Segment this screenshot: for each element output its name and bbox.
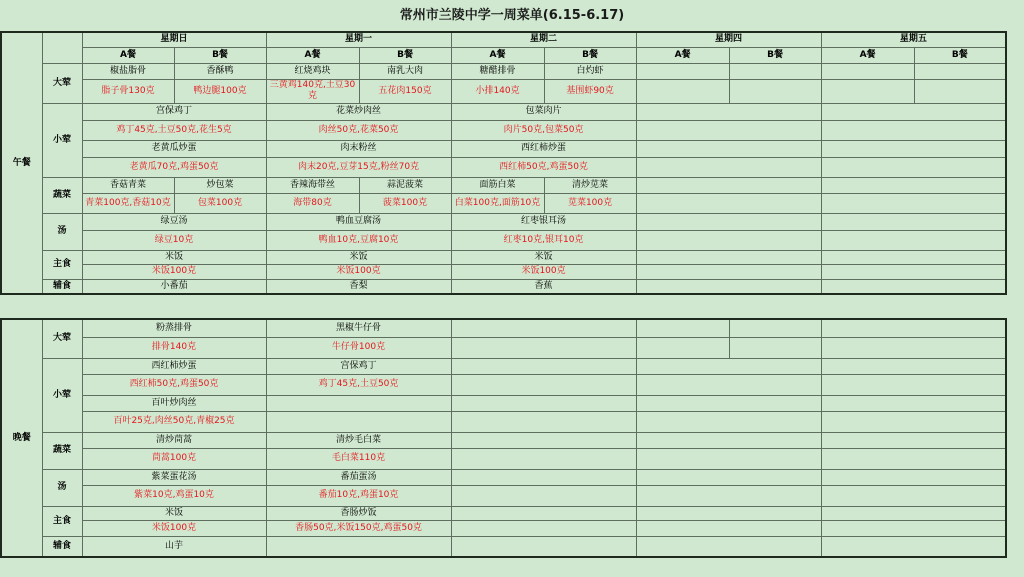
empty-cell — [821, 448, 1006, 469]
empty-cell — [266, 536, 451, 557]
empty-cell — [729, 63, 821, 79]
dish-weight: 鸡丁45克,土豆50克 — [266, 374, 451, 395]
empty-cell — [821, 485, 1006, 506]
empty-cell — [636, 411, 821, 432]
dish-weight: 肉片50克,包菜50克 — [451, 120, 636, 140]
empty-cell — [636, 469, 821, 485]
category-veg: 蔬菜 — [42, 177, 82, 213]
dish-name: 老黄瓜炒蛋 — [82, 140, 266, 157]
dish-weight: 紫菜10克,鸡蛋10克 — [82, 485, 266, 506]
empty-cell — [821, 469, 1006, 485]
dish-name: 面筋白菜 — [451, 177, 544, 193]
dish-weight: 毛白菜110克 — [266, 448, 451, 469]
dish-name: 香菇青菜 — [82, 177, 174, 193]
empty-cell — [821, 432, 1006, 448]
category-soup: 汤 — [42, 469, 82, 506]
category-staple: 主食 — [42, 506, 82, 536]
dish-weight: 百叶25克,肉丝50克,青椒25克 — [82, 411, 266, 432]
empty-cell — [451, 374, 636, 395]
dish-weight: 米饭100克 — [266, 264, 451, 279]
b-meal-header: B餐 — [729, 47, 821, 63]
dinner-main-row — [1, 319, 1006, 337]
empty-cell — [821, 358, 1006, 374]
dish-weight: 鸭血10克,豆腐10克 — [266, 230, 451, 250]
a-meal-header: A餐 — [821, 47, 914, 63]
empty-cell — [451, 395, 636, 411]
empty-cell — [821, 536, 1006, 557]
day-header-tue: 星期二 — [451, 32, 636, 47]
b-meal-header: B餐 — [544, 47, 636, 63]
empty-cell — [636, 506, 821, 520]
empty-cell — [821, 337, 1006, 358]
dish-weight: 三黄鸡140克,土豆30克 — [266, 79, 359, 103]
dish-weight: 米饭100克 — [82, 520, 266, 536]
dish-weight: 老黄瓜70克,鸡蛋50克 — [82, 157, 266, 177]
category-soup: 汤 — [42, 213, 82, 250]
lunch-side-row — [1, 279, 1006, 294]
day-header-sun: 星期日 — [82, 32, 266, 47]
empty-cell — [636, 536, 821, 557]
dish-name: 炒包菜 — [174, 177, 266, 193]
empty-cell — [636, 319, 729, 337]
empty-cell — [636, 157, 821, 177]
empty-cell — [451, 337, 636, 358]
lunch-veg-weight-row — [1, 193, 1006, 213]
empty-cell — [821, 279, 1006, 294]
dish-name: 番茄蛋汤 — [266, 469, 451, 485]
dish-name: 白灼虾 — [544, 63, 636, 79]
empty-cell — [636, 448, 821, 469]
category-side: 辅食 — [42, 536, 82, 557]
dish-name: 小番茄 — [82, 279, 266, 294]
dish-name: 香酥鸭 — [174, 63, 266, 79]
empty-cell — [821, 213, 1006, 230]
category-main: 大荤 — [42, 319, 82, 358]
dish-weight: 白菜100克,面筋10克 — [451, 193, 544, 213]
empty-cell — [821, 250, 1006, 264]
day-header-mon: 星期一 — [266, 32, 451, 47]
empty-cell — [821, 319, 1006, 337]
empty-cell — [636, 250, 821, 264]
empty-cell — [821, 177, 1006, 193]
dish-weight: 西红柿50克,鸡蛋50克 — [82, 374, 266, 395]
lunch-main-row — [1, 63, 1006, 79]
dish-weight: 牛仔骨100克 — [266, 337, 451, 358]
empty-cell — [451, 506, 636, 520]
dish-name: 椒盐脂骨 — [82, 63, 174, 79]
dish-name: 清炒茼蒿 — [82, 432, 266, 448]
dinner-small-row — [1, 358, 1006, 374]
empty-cell — [821, 374, 1006, 395]
dish-weight: 番茄10克,鸡蛋10克 — [266, 485, 451, 506]
sheet-title: 常州市兰陵中学一周菜单(6.15-6.17) — [399, 8, 625, 23]
lunch-main-weight-row — [1, 79, 1006, 103]
dish-weight: 红枣10克,银耳10克 — [451, 230, 636, 250]
lunch-soup-row — [1, 213, 1006, 230]
lunch-staple-weight-row — [1, 264, 1006, 279]
empty-cell — [821, 230, 1006, 250]
dinner-small-row — [1, 395, 1006, 411]
empty-cell — [821, 395, 1006, 411]
empty-cell — [821, 103, 1006, 120]
dish-weight: 海带80克 — [266, 193, 359, 213]
day-header-thu: 星期四 — [636, 32, 821, 47]
corner-cell — [42, 32, 82, 63]
dish-name: 宫保鸡丁 — [266, 358, 451, 374]
dish-name: 米饭 — [82, 506, 266, 520]
dish-weight: 苋菜100克 — [544, 193, 636, 213]
a-meal-header: A餐 — [451, 47, 544, 63]
dish-weight: 肉末20克,豆芽15克,粉丝70克 — [266, 157, 451, 177]
dinner-staple-weight-row — [1, 520, 1006, 536]
dish-weight: 绿豆10克 — [82, 230, 266, 250]
empty-cell — [451, 432, 636, 448]
lunch-soup-weight-row — [1, 230, 1006, 250]
empty-cell — [636, 337, 729, 358]
dish-name: 米饭 — [266, 250, 451, 264]
empty-cell — [636, 520, 821, 536]
empty-cell — [821, 193, 1006, 213]
empty-cell — [451, 358, 636, 374]
dish-weight: 菠菜100克 — [359, 193, 451, 213]
lunch-label: 午餐 — [1, 32, 42, 294]
empty-cell — [821, 264, 1006, 279]
dish-name: 黑椒牛仔骨 — [266, 319, 451, 337]
dish-weight: 脂子骨130克 — [82, 79, 174, 103]
dinner-table — [0, 318, 1007, 558]
empty-cell — [821, 63, 914, 79]
empty-cell — [821, 520, 1006, 536]
empty-cell — [636, 63, 729, 79]
empty-cell — [729, 319, 821, 337]
dinner-small-weight-row — [1, 411, 1006, 432]
empty-cell — [821, 140, 1006, 157]
empty-cell — [729, 337, 821, 358]
empty-cell — [451, 485, 636, 506]
day-header-row — [1, 32, 1006, 47]
dish-name: 南乳大肉 — [359, 63, 451, 79]
dish-name: 香梨 — [266, 279, 451, 294]
empty-cell — [821, 411, 1006, 432]
category-small: 小荤 — [42, 358, 82, 432]
dish-weight: 茼蒿100克 — [82, 448, 266, 469]
dinner-small-weight-row — [1, 374, 1006, 395]
dish-weight: 西红柿50克,鸡蛋50克 — [451, 157, 636, 177]
a-meal-header: A餐 — [82, 47, 174, 63]
dish-name: 西红柿炒蛋 — [451, 140, 636, 157]
dish-name: 紫菜蛋花汤 — [82, 469, 266, 485]
dish-name: 百叶炒肉丝 — [82, 395, 266, 411]
empty-cell — [636, 103, 821, 120]
empty-cell — [636, 395, 821, 411]
empty-cell — [636, 374, 821, 395]
empty-cell — [636, 279, 821, 294]
dish-name: 米饭 — [82, 250, 266, 264]
empty-cell — [636, 79, 729, 103]
dish-weight: 香肠50克,米饭150克,鸡蛋50克 — [266, 520, 451, 536]
category-staple: 主食 — [42, 250, 82, 279]
dish-weight: 包菜100克 — [174, 193, 266, 213]
dinner-main-weight-row — [1, 337, 1006, 358]
empty-cell — [636, 485, 821, 506]
empty-cell — [636, 193, 821, 213]
dish-weight: 基围虾90克 — [544, 79, 636, 103]
lunch-small-row — [1, 140, 1006, 157]
a-meal-header: A餐 — [266, 47, 359, 63]
dish-name: 香辣海带丝 — [266, 177, 359, 193]
dish-name: 山芋 — [82, 536, 266, 557]
category-main: 大荤 — [42, 63, 82, 103]
category-small: 小荤 — [42, 103, 82, 177]
lunch-small-weight-row — [1, 120, 1006, 140]
dish-weight: 排骨140克 — [82, 337, 266, 358]
day-header-fri: 星期五 — [821, 32, 1006, 47]
empty-cell — [451, 469, 636, 485]
empty-cell — [636, 264, 821, 279]
dish-name: 清炒苋菜 — [544, 177, 636, 193]
b-meal-header: B餐 — [914, 47, 1006, 63]
dish-weight: 鸡丁45克,土豆50克,花生5克 — [82, 120, 266, 140]
empty-cell — [451, 536, 636, 557]
empty-cell — [821, 506, 1006, 520]
ab-header-row — [1, 47, 1006, 63]
dish-name: 糖醋排骨 — [451, 63, 544, 79]
empty-cell — [636, 140, 821, 157]
dish-name: 宫保鸡丁 — [82, 103, 266, 120]
dish-name: 香肠炒饭 — [266, 506, 451, 520]
empty-cell — [451, 319, 636, 337]
dish-weight — [266, 411, 451, 432]
empty-cell — [729, 79, 821, 103]
dish-name — [266, 395, 451, 411]
empty-cell — [821, 157, 1006, 177]
empty-cell — [451, 520, 636, 536]
dish-name: 蒜泥菠菜 — [359, 177, 451, 193]
empty-cell — [821, 79, 914, 103]
category-side: 辅食 — [42, 279, 82, 294]
lunch-small-row — [1, 103, 1006, 120]
empty-cell — [451, 448, 636, 469]
lunch-small-weight-row — [1, 157, 1006, 177]
a-meal-header: A餐 — [636, 47, 729, 63]
lunch-table — [0, 31, 1007, 295]
dish-name: 鸭血豆腐汤 — [266, 213, 451, 230]
lunch-veg-row — [1, 177, 1006, 193]
dish-weight: 米饭100克 — [451, 264, 636, 279]
empty-cell — [636, 177, 821, 193]
dinner-label: 晚餐 — [1, 319, 42, 557]
dish-name: 清炒毛白菜 — [266, 432, 451, 448]
dinner-veg-weight-row — [1, 448, 1006, 469]
category-veg: 蔬菜 — [42, 432, 82, 469]
dinner-side-row — [1, 536, 1006, 557]
dinner-soup-weight-row — [1, 485, 1006, 506]
lunch-staple-row — [1, 250, 1006, 264]
dish-name: 米饭 — [451, 250, 636, 264]
empty-cell — [636, 432, 821, 448]
dish-name: 花菜炒肉丝 — [266, 103, 451, 120]
dish-weight: 五花肉150克 — [359, 79, 451, 103]
dish-name: 西红柿炒蛋 — [82, 358, 266, 374]
dish-weight: 米饭100克 — [82, 264, 266, 279]
dish-name: 红烧鸡块 — [266, 63, 359, 79]
empty-cell — [914, 79, 1006, 103]
dish-name: 红枣银耳汤 — [451, 213, 636, 230]
dish-name: 绿豆汤 — [82, 213, 266, 230]
empty-cell — [636, 213, 821, 230]
empty-cell — [451, 411, 636, 432]
dish-weight: 鸭边腿100克 — [174, 79, 266, 103]
empty-cell — [636, 230, 821, 250]
dish-weight: 肉丝50克,花菜50克 — [266, 120, 451, 140]
empty-cell — [821, 120, 1006, 140]
dish-weight: 小排140克 — [451, 79, 544, 103]
dish-name: 肉末粉丝 — [266, 140, 451, 157]
dish-name: 包菜肉片 — [451, 103, 636, 120]
dish-weight: 青菜100克,香菇10克 — [82, 193, 174, 213]
b-meal-header: B餐 — [174, 47, 266, 63]
empty-cell — [914, 63, 1006, 79]
dinner-veg-row — [1, 432, 1006, 448]
empty-cell — [636, 358, 821, 374]
dinner-staple-row — [1, 506, 1006, 520]
b-meal-header: B餐 — [359, 47, 451, 63]
dish-name: 香蕉 — [451, 279, 636, 294]
dish-name: 粉蒸排骨 — [82, 319, 266, 337]
empty-cell — [636, 120, 821, 140]
dinner-soup-row — [1, 469, 1006, 485]
